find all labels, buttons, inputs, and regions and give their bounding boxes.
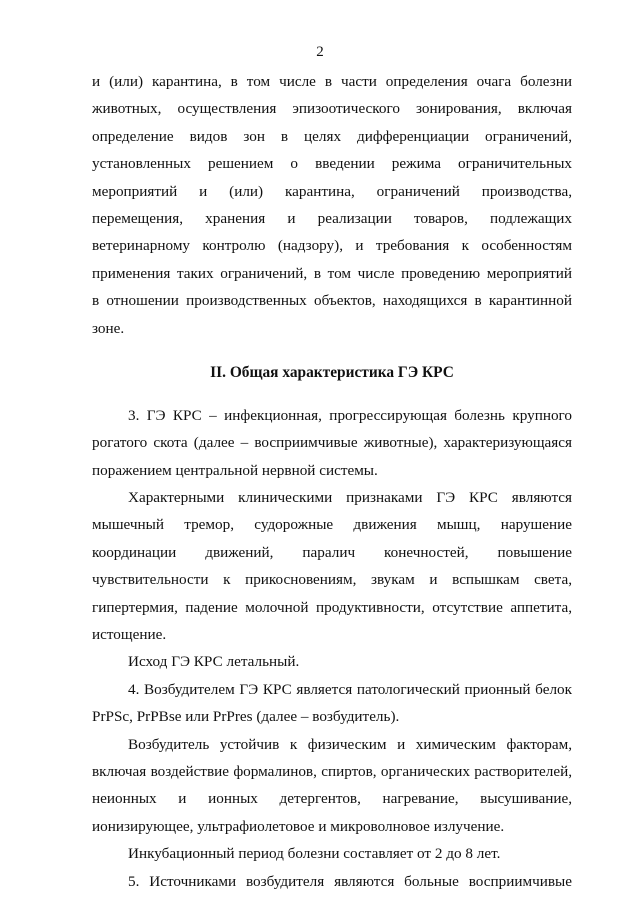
paragraph-line: включая воздействие формалинов, спиртов, органических растворителей, bbox=[92, 762, 572, 780]
text-line: в отношении производственных объектов, находящихся в карантинной bbox=[92, 292, 572, 310]
paragraph-line: чувствительности к прикосновениям, звукам и вспышкам света, bbox=[92, 571, 572, 589]
paragraph-line: 4. Возбудителем ГЭ КРС является патологический прионный белок bbox=[128, 680, 572, 698]
text-line: и (или) карантина, в том числе в части определения очага болезни bbox=[92, 73, 572, 90]
text-line: перемещения, хранения и реализации товаров, подлежащих bbox=[92, 209, 572, 227]
paragraph-line: координации движений, паралич конечностей, повышение bbox=[92, 543, 572, 561]
paragraph-line: Исход ГЭ КРС летальный. bbox=[128, 653, 300, 671]
text-line: установленных решением о введении режима ограничительных bbox=[92, 155, 572, 173]
text-line: ветеринарному контролю (надзору), и требования к особенностям bbox=[92, 237, 572, 255]
paragraph-line: рогатого скота (далее – восприимчивые животные), характеризующаяся bbox=[92, 434, 572, 452]
paragraph-line: 5. Источниками возбудителя являются больные восприимчивые bbox=[128, 872, 572, 890]
text-line: животных, осуществления эпизоотического зонирования, включая bbox=[92, 100, 572, 118]
paragraph-line: 3. ГЭ КРС – инфекционная, прогрессирующая болезнь крупного bbox=[128, 406, 572, 424]
paragraph-line: мышечный тремор, судорожные движения мышц, нарушение bbox=[92, 516, 572, 534]
paragraph-line: поражением центральной нервной системы. bbox=[92, 461, 378, 479]
paragraph-line: неионных и ионных детергентов, нагревание, высушивание, bbox=[92, 790, 572, 808]
paragraph-line: Инкубационный период болезни составляет от 2 до 8 лет. bbox=[128, 845, 501, 863]
text-line: применения таких ограничений, в том числе проведению мероприятий bbox=[92, 264, 572, 282]
paragraph-line: Возбудитель устойчив к физическим и химическим факторам, bbox=[128, 735, 572, 753]
page-number: 2 bbox=[316, 44, 324, 60]
text-line: определение видов зон в целях дифференциации ограничений, bbox=[92, 127, 572, 145]
paragraph-line: гипертермия, падение молочной продуктивности, отсутствие аппетита, bbox=[92, 598, 572, 616]
text-line: зоне. bbox=[92, 319, 125, 337]
text-line: мероприятий и (или) карантина, ограничений производства, bbox=[92, 182, 572, 200]
document-body bbox=[92, 68, 572, 895]
paragraph-line: ионизирующее, ультрафиолетовое и микроволновое излучение. bbox=[92, 817, 505, 835]
paragraph-line: PrPSc, PrPBse или PrPres (далее – возбудитель). bbox=[92, 708, 400, 726]
paragraph-line: Характерными клиническими признаками ГЭ КРС являются bbox=[128, 489, 572, 507]
paragraph-line: истощение. bbox=[92, 626, 167, 644]
section-heading: II. Общая характеристика ГЭ КРС bbox=[210, 363, 454, 381]
